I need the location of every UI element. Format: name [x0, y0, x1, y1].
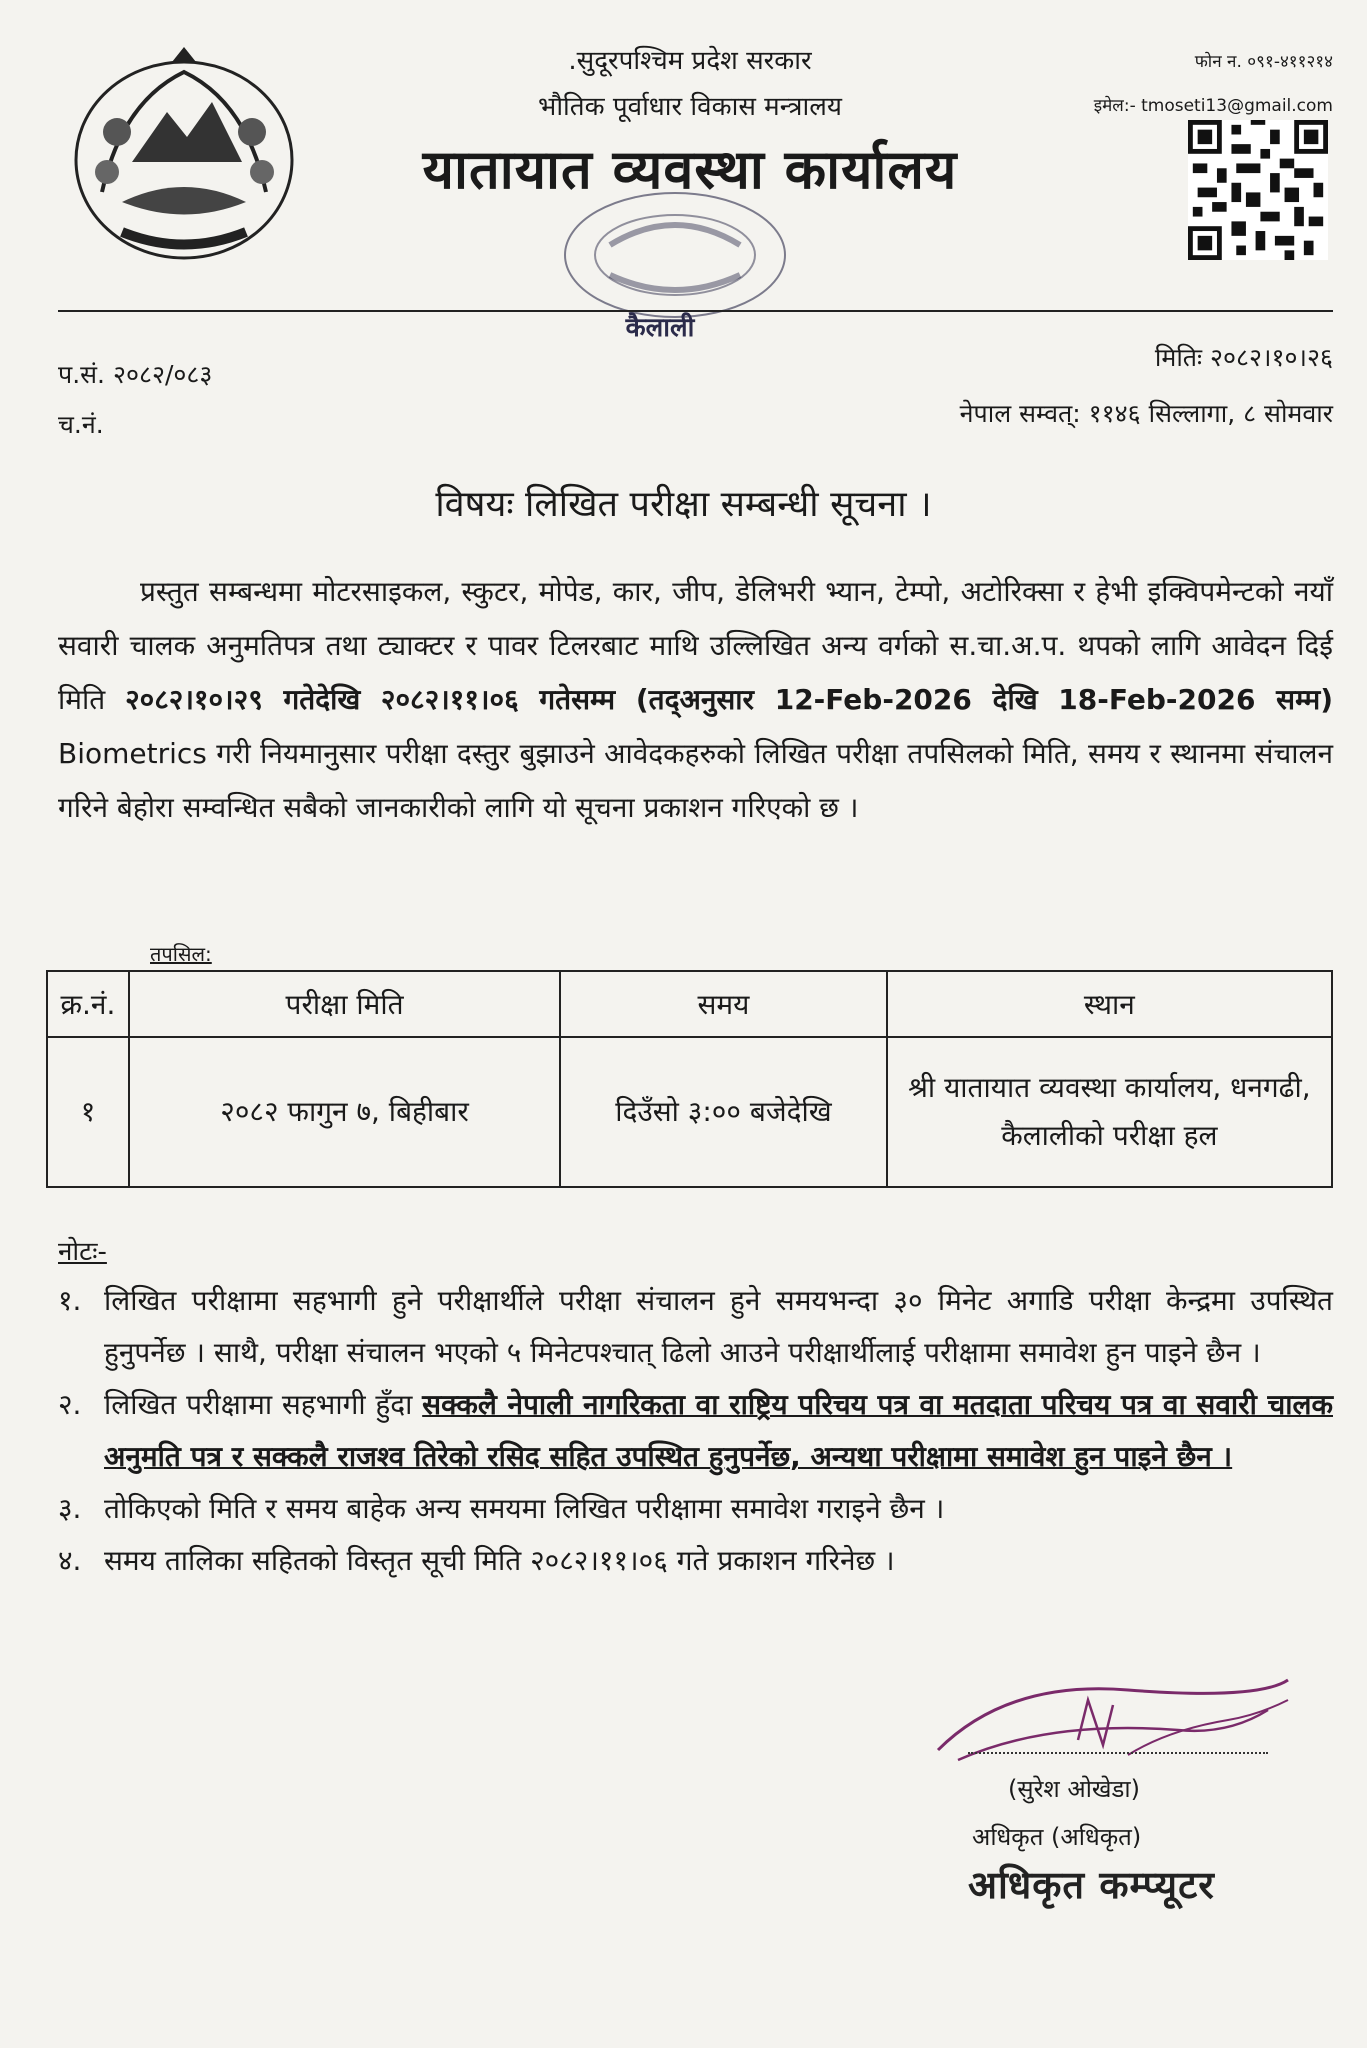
table-header-row: [47, 971, 1332, 1037]
signatory-name: (सुरेश ओखेडा): [1008, 1775, 1140, 1803]
col-header-time: समय: [560, 971, 887, 1037]
notice-subject: विषयः लिखित परीक्षा सम्बन्धी सूचना ।: [435, 484, 932, 525]
body-part-2: Biometrics गरी नियमानुसार परीक्षा दस्तुर बुझाउने आवेदकहरुको लिखित परीक्षा तपसिलको मिति, समय र स्थानमा संचालन गरिने बेहोरा सम्वन्धित सबैको जानकारीको लागि यो सूचना प्रकाशन गरिएको छ ।: [58, 737, 1333, 824]
reference-block: [58, 350, 212, 450]
dispatch-number: च.नं.: [58, 410, 104, 439]
list-item: [58, 1379, 1333, 1483]
nepal-emblem-icon: [62, 42, 307, 267]
note-text: तोकिएको मिति र समय बाहेक अन्य समयमा लिखित परीक्षामा समावेश गराइने छैन ।: [104, 1492, 945, 1525]
col-header-place: स्थान: [887, 971, 1332, 1037]
cell-sn: १: [47, 1037, 129, 1187]
table-row: [47, 1037, 1332, 1187]
qr-code-icon: [1188, 120, 1328, 260]
note-number: २.: [58, 1388, 82, 1421]
signatory-post-handwritten: अधिकृत कम्प्यूटर: [968, 1863, 1215, 1907]
note-number: ३.: [58, 1492, 82, 1525]
email-text: इमेल:- tmoseti13@gmail.com: [1093, 96, 1333, 116]
col-header-exam-date: परीक्षा मिति: [129, 971, 560, 1037]
schedule-label: तपसिल:: [150, 942, 212, 966]
date-nepal-samvat: नेपाल सम्वत्: ११४६ सिल्लागा, ८ सोमवार: [959, 399, 1333, 428]
notes-title: नोटः-: [58, 1237, 107, 1267]
exam-schedule-table: [46, 970, 1333, 1188]
signature-icon: [928, 1660, 1308, 1790]
list-item: [58, 1483, 1333, 1535]
note-number: १.: [58, 1284, 82, 1317]
note-text: [104, 1379, 1333, 1483]
note-text: लिखित परीक्षामा सहभागी हुने परीक्षार्थीले परीक्षा संचालन हुने समयभन्दा ३० मिनेट अगाडि परीक्षा केन्द्रमा उपस्थित हुनुपर्नेछ । साथै, परीक्षा संचालन भएको ५ मिनेटपश्चात् ढिलो आउने परीक्षार्थीलाई परीक्षामा समावेश हुन पाइने छैन ।: [104, 1284, 1333, 1369]
note-highlight: सक्कलै नेपाली नागरिकता वा राष्ट्रिय परिचय पत्र वा मतदाता परिचय पत्र वा सवारी चालक अनुमति पत्र र सक्कलै राजश्व तिरेको रसिद सहित उपस्थित हुनुपर्नेछ, अन्यथा परीक्षामा समावेश हुन पाइने छैन ।: [104, 1388, 1333, 1473]
stamp-district: कैलाली: [625, 313, 695, 343]
col-header-sn: क्र.नं.: [47, 971, 129, 1037]
notice-body: [58, 565, 1333, 835]
note-text: समय तालिका सहितको विस्तृत सूची मिति २०८२।११।०६ गते प्रकाशन गरिनेछ ।: [104, 1544, 895, 1577]
notes-list: [58, 1275, 1333, 1587]
cell-exam-date: २०८२ फागुन ७, बिहीबार: [129, 1037, 560, 1187]
cell-place: श्री यातायात व्यवस्था कार्यालय, धनगढी, कैलालीको परीक्षा हल: [887, 1037, 1332, 1187]
phone-text: फोन न. ०९१-४११२१४: [1194, 52, 1333, 72]
note-number: ४.: [58, 1544, 82, 1577]
signature-line: [968, 1752, 1268, 1754]
signatory-post: अधिकृत (अधिकृत): [972, 1823, 1142, 1851]
list-item: [58, 1535, 1333, 1587]
cell-time: दिउँसो ३:०० बजेदेखि: [560, 1037, 887, 1187]
date-block: [960, 330, 1333, 442]
date-miti: मितिः २०८२।१०।२६: [1154, 343, 1333, 372]
header-divider: [58, 310, 1333, 312]
note-text-pre: लिखित परीक्षामा सहभागी हुँदा: [104, 1388, 423, 1421]
ministry-name: भौतिक पूर्वाधार विकास मन्त्रालय: [538, 92, 842, 122]
body-date-range: २०८२।१०।२९ गतेदेखि २०८२।११।०६ गतेसम्म (तद्अनुसार 12-Feb-2026 देखि 18-Feb-2026 सम्म): [125, 683, 1334, 716]
body-part-1: प्रस्तुत सम्बन्धमा मोटरसाइकल, स्कुटर, मोपेड, कार, जीप, डेलिभरी भ्यान, टेम्पो, अटोरिक्सा र हेभी इक्विपमेन्टको नयाँ सवारी चालक अनुमतिपत्र तथा ट्याक्टर र पावर टिलरबाट माथि उल्लिखित अन्य वर्गको स.चा.अ.प. थपको लागि आवेदन दिई मिति: [58, 575, 1333, 716]
list-item: [58, 1275, 1333, 1379]
contact-block: [1003, 40, 1333, 128]
reference-number: प.सं. २०८२/०८३: [58, 360, 213, 389]
government-name: .सुदूरपश्चिम प्रदेश सरकार: [568, 46, 812, 76]
office-title: यातायात व्यवस्था कार्यालय: [422, 138, 958, 201]
ministry-heading: [470, 38, 910, 130]
